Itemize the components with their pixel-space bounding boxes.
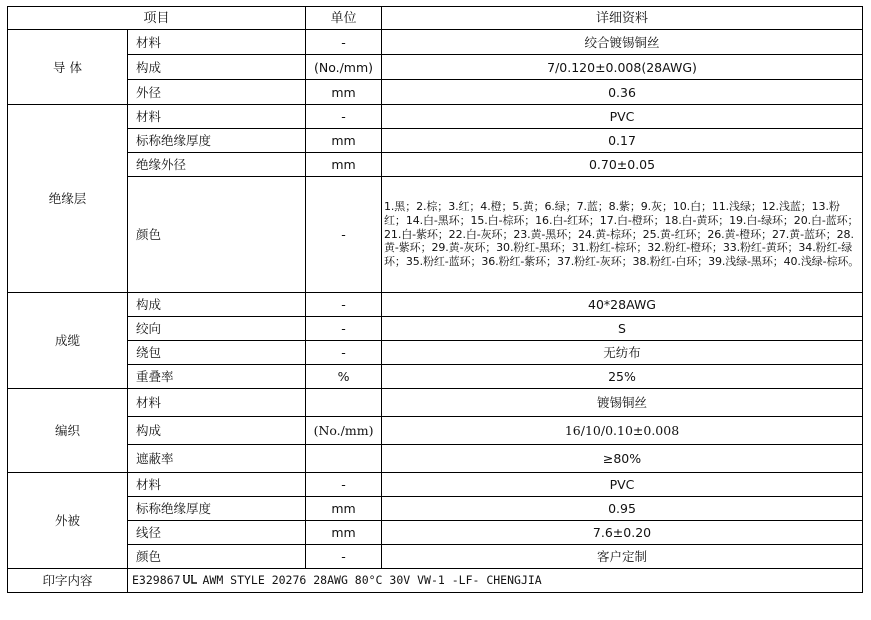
row-unit: - (306, 341, 382, 365)
row-item: 遮蔽率 (128, 445, 306, 473)
row-unit: mm (306, 80, 382, 105)
table-row (8, 293, 863, 317)
header-unit: 单位 (306, 7, 382, 30)
row-item: 材料 (128, 473, 306, 497)
row-unit: - (306, 473, 382, 497)
printing-content (128, 569, 863, 593)
row-unit: - (306, 177, 382, 293)
color-code-list: 1.黑；2.棕；3.红；4.橙；5.黄；6.绿；7.蓝；8.紫；9.灰；10.白；11.浅绿；12.浅蓝；13.粉红；14.白-黑环；15.白-棕环；16.白-红环；17.白-橙环；18.白-黄环；19.白-绿环；20.白-蓝环；21.白-紫环；22.白-灰环；23.黄-黑环；24.黄-棕环；25.黄-红环；26.黄-橙环；27.黄-蓝环；28.黄-紫环；29.黄-灰环；30.粉红-黑环；31.粉红-棕环；32.粉红-橙环；33.粉红-黄环；34.粉红-绿环；35.粉红-蓝环；36.粉红-紫环；37.粉红-灰环；38.粉红-白环；39.浅绿-黑环；40.浅绿-棕环。 (382, 177, 863, 293)
row-value: 客户定制 (382, 545, 863, 569)
row-value: PVC (382, 105, 863, 129)
row-item: 颜色 (128, 545, 306, 569)
printing-suffix: AWM STYLE 20276 28AWG 80°C 30V VW-1 -LF- CHENGJIA (202, 573, 542, 587)
row-value: PVC (382, 473, 863, 497)
table-row (8, 55, 863, 80)
row-value: 25% (382, 365, 863, 389)
row-unit: mm (306, 153, 382, 177)
group-label-insulation: 绝缘层 (8, 105, 128, 293)
table-row (8, 30, 863, 55)
row-value: 0.17 (382, 129, 863, 153)
printing-prefix: E329867 (132, 573, 181, 587)
row-item: 重叠率 (128, 365, 306, 389)
table-row (8, 497, 863, 521)
ul-recognized-mark-icon (182, 574, 200, 585)
table-row (8, 105, 863, 129)
table-row (8, 341, 863, 365)
row-unit: mm (306, 497, 382, 521)
row-value: 无纺布 (382, 341, 863, 365)
header-row (8, 7, 863, 30)
row-value: 0.70±0.05 (382, 153, 863, 177)
row-item: 材料 (128, 30, 306, 55)
row-unit: % (306, 365, 382, 389)
group-label-cabling: 成缆 (8, 293, 128, 389)
row-value: 0.95 (382, 497, 863, 521)
table-row (8, 80, 863, 105)
table-row (8, 417, 863, 445)
table-row (8, 153, 863, 177)
row-unit (306, 389, 382, 417)
table-row (8, 129, 863, 153)
row-unit: (No./mm) (306, 417, 382, 445)
row-item: 绝缘外径 (128, 153, 306, 177)
row-unit: mm (306, 129, 382, 153)
row-value: 7.6±0.20 (382, 521, 863, 545)
header-detail: 详细资料 (382, 7, 863, 30)
row-value: S (382, 317, 863, 341)
row-item: 外径 (128, 80, 306, 105)
table-row (8, 445, 863, 473)
row-unit: - (306, 545, 382, 569)
row-value: 镀锡铜丝 (382, 389, 863, 417)
row-item: 构成 (128, 293, 306, 317)
table-row (8, 473, 863, 497)
group-label-braid: 编织 (8, 389, 128, 473)
row-value: 40*28AWG (382, 293, 863, 317)
table-row (8, 317, 863, 341)
row-unit: (No./mm) (306, 55, 382, 80)
row-item: 颜色 (128, 177, 306, 293)
row-item: 标称绝缘厚度 (128, 497, 306, 521)
row-unit: - (306, 30, 382, 55)
spec-table (7, 6, 863, 593)
header-item: 项目 (8, 7, 306, 30)
row-item: 材料 (128, 389, 306, 417)
group-label-conductor: 导 体 (8, 30, 128, 105)
printing-row (8, 569, 863, 593)
group-label-jacket: 外被 (8, 473, 128, 569)
table-row (8, 177, 863, 293)
row-unit: - (306, 317, 382, 341)
row-unit: mm (306, 521, 382, 545)
printing-label: 印字内容 (8, 569, 128, 593)
row-item: 材料 (128, 105, 306, 129)
row-value: 7/0.120±0.008(28AWG) (382, 55, 863, 80)
row-item: 构成 (128, 55, 306, 80)
row-item: 绞向 (128, 317, 306, 341)
row-item: 线径 (128, 521, 306, 545)
row-unit (306, 445, 382, 473)
row-unit: - (306, 105, 382, 129)
row-value: 0.36 (382, 80, 863, 105)
row-item: 绕包 (128, 341, 306, 365)
row-value: 绞合镀锡铜丝 (382, 30, 863, 55)
table-row (8, 521, 863, 545)
row-value: ≥80% (382, 445, 863, 473)
row-item: 标称绝缘厚度 (128, 129, 306, 153)
table-row (8, 545, 863, 569)
row-unit: - (306, 293, 382, 317)
row-value: 16/10/0.10±0.008 (382, 417, 863, 445)
table-row (8, 389, 863, 417)
row-item: 构成 (128, 417, 306, 445)
table-row (8, 365, 863, 389)
